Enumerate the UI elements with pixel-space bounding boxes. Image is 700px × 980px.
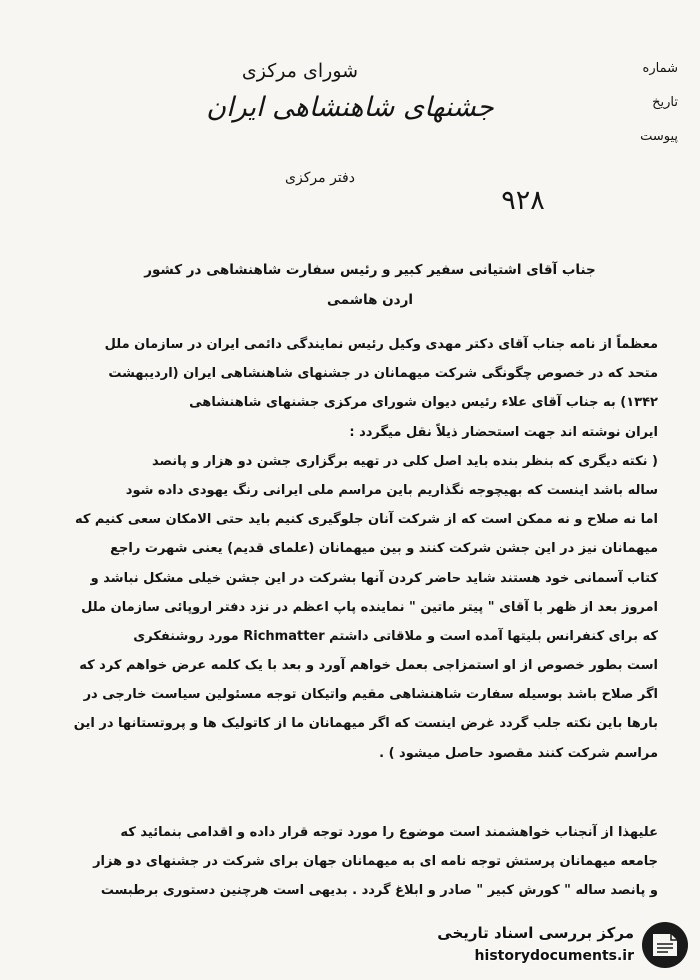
addressee-line-2: اردن هاشمی [327, 292, 413, 308]
body-line: متحد که در خصوص چگونگی شرکت میهمانان در جشنهای شاهنشاهی ایران (اردیبهشت [108, 366, 658, 382]
body-line: مراسم شرکت کنند مقصود حاصل میشود ) . [379, 745, 658, 761]
document-number: ۹۲۸ [501, 185, 545, 216]
body-line: است بطور خصوص از او استمزاجی بعمل خواهم آورد و بعد با یک کلمه عرض خواهم کرد که [79, 658, 658, 674]
body-line: ۱۳۴۲) به جناب آقای علاء رئیس دیوان شورای مرکزی جشنهای شاهنشاهی [189, 395, 658, 411]
addressee-line-1: جناب آقای اشتیانی سفیر کبیر و رئیس سفارت شاهنشاهی در کشور [144, 262, 596, 278]
document-meta-labels [618, 52, 678, 153]
body-line: ( نکته دیگری که بنظر بنده باید اصل کلی در تهیه برگزاری جشن دو هزار و پانصد [151, 453, 658, 469]
watermark-url: historydocuments.ir [474, 948, 634, 964]
letterhead-office: دفتر مرکزی [285, 170, 355, 186]
body-line: میهمانان نیز در این جشن شرکت کنند و بین میهمانان (علمای قدیم) یعنی شهرت راجع [110, 541, 658, 557]
body-line: جامعه میهمانان پرستش توجه نامه ای به میهمانان جهان برای شرکت در جشنهای دو هزار [93, 854, 658, 870]
body-line: ساله باشد اینست که بهیچوجه نگذاریم باین مراسم ملی ایرانی رنگ یهودی داده شود [125, 482, 658, 498]
archive-watermark [420, 918, 690, 974]
archive-logo-icon [640, 920, 690, 970]
body-line: علیهذا از آنجناب خواهشمند است موضوع را مورد توجه قرار داده و اقدامی بنمائید که [120, 825, 658, 840]
meta-attachment-label: پیوست [640, 128, 678, 144]
body-line: و پانصد ساله " کورش کبیر " صادر و ابلاغ گردد . بدیهی است هرچنین دستوری برطبست [100, 883, 658, 899]
letterhead-council: شورای مرکزی [241, 60, 359, 82]
body-line: معظماً از نامه جناب آقای دکتر مهدی وکیل رئیس نمایندگی دائمی ایران در سازمان ملل [104, 337, 658, 352]
body-line: بارها باین نکته جلب گردد غرض اینست که اگر میهمانان ما از کاتولیک ها و پروتستانها در این [73, 716, 658, 732]
body-line: اگر صلاح باشد بوسیله سفارت شاهنشاهی مقیم واتیکان توجه مسئولین سیاست خارجی در [83, 687, 658, 703]
letter-body-block-2 [38, 818, 658, 906]
body-line: ایران نوشته اند جهت استحضار ذیلاً نقل میگردد : [349, 424, 658, 440]
letter-body-block-1 [38, 330, 658, 768]
letterhead-title: جشنهای شاهنشاهی ایران [206, 92, 494, 123]
meta-date-label: تاریخ [652, 94, 678, 110]
watermark-title: مرکز بررسی اسناد تاریخی [437, 924, 634, 942]
body-line: کتاب آسمانی خود هستند شاید حاضر کردن آنها بشرکت در این جشن خیلی مشکل نباشد و [90, 570, 658, 586]
body-line: که برای کنفرانس بلیتها آمده است و ملاقاتی داشتم Richmatter مورد روشنفکری [133, 628, 658, 644]
body-line: اما نه صلاح و نه ممکن است که از شرکت آنان جلوگیری کنیم باید حتی الامکان سعی کنیم که [74, 512, 658, 528]
meta-number-label: شماره [642, 61, 678, 76]
body-line: امروز بعد از ظهر با آقای " پیتر ماتین " نماینده پاپ اعظم در نزد دفتر اروپائی سازمان ملل [81, 599, 658, 615]
